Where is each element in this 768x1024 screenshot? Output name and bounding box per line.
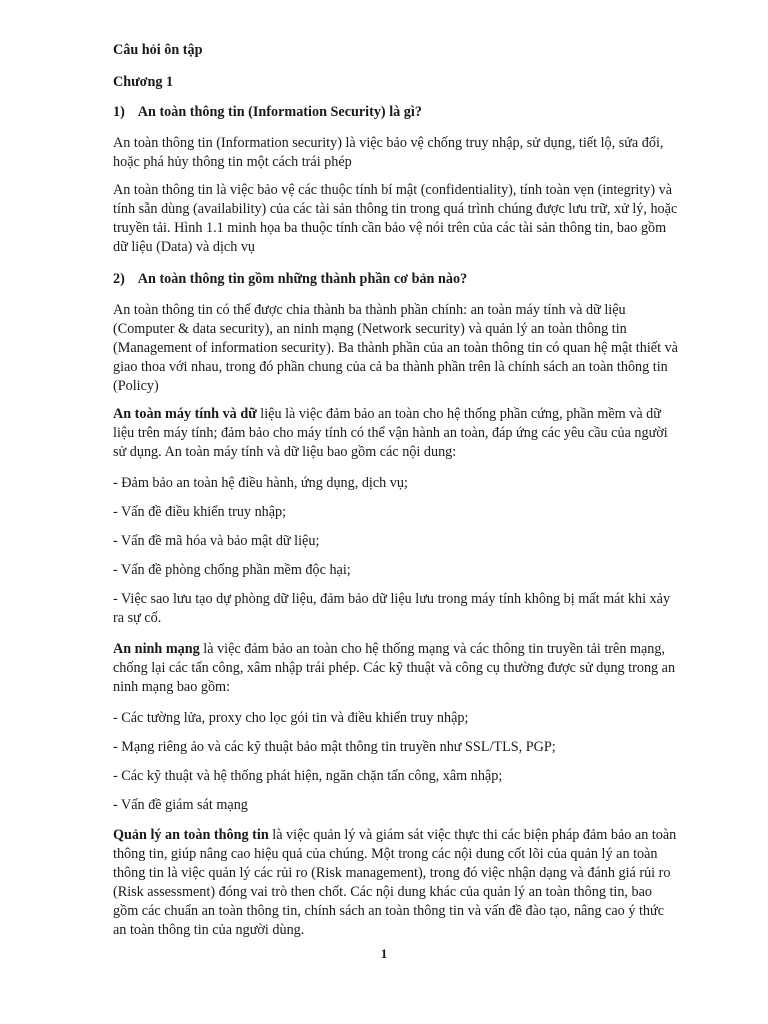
list-item: - Các kỹ thuật và hệ thống phát hiện, ngăn chặn tấn công, xâm nhập; xyxy=(113,768,503,784)
document-page xyxy=(113,40,678,949)
list-item: - Đảm bảo an toàn hệ điều hành, ứng dụng, dịch vụ; xyxy=(113,475,408,491)
management-paragraph xyxy=(113,826,678,940)
question-2-heading xyxy=(113,269,678,289)
page-number: 1 xyxy=(380,946,388,961)
question-2-paragraph-1: An toàn thông tin có thể được chia thành ba thành phần chính: an toàn máy tính và dữ liệu (Computer & data security), an ninh mạng (Network security) và quản lý an toàn thông tin (Management of information security). Ba thành phần của an toàn thông tin có quan hệ mật thiết và giao thoa với nhau, trong đó phần chung của cả ba thành phần trên là chính sách an toàn thông tin (Policy) xyxy=(113,302,678,394)
network-security-paragraph xyxy=(113,640,678,697)
management-term: Quản lý an toàn thông tin xyxy=(113,827,269,843)
list-item: - Vấn đề mã hóa và bảo mật dữ liệu; xyxy=(113,533,320,549)
network-security-text: là việc đảm bảo an toàn cho hệ thống mạng và các thông tin truyền tải trên mạng, chống lại các tấn công, xâm nhập trái phép. Các kỹ thuật và công cụ thường được sử dụng trong an ninh mạng bao gồm: xyxy=(113,641,676,695)
question-1-paragraph-2: An toàn thông tin là việc bảo vệ các thuộc tính bí mật (confidentiality), tính toàn vẹn (integrity) và tính sẵn dùng (availability) của các tài sản thông tin trong quá trình chúng được lưu trữ, xử lý, hoặc truyền tải. Hình 1.1 minh họa ba thuộc tính cần bảo vệ nói trên của các tài sản thông tin, bao gồm dữ liệu (Data) và dịch vụ xyxy=(113,182,678,255)
document-title: Câu hỏi ôn tập xyxy=(113,42,203,58)
question-1-heading xyxy=(113,102,678,122)
chapter-heading: Chương 1 xyxy=(113,74,174,90)
computer-security-paragraph xyxy=(113,405,678,462)
computer-security-term: An toàn máy tính và dữ xyxy=(113,406,257,422)
list-item: - Các tường lửa, proxy cho lọc gói tin và điều khiển truy nhập; xyxy=(113,710,469,726)
question-1-paragraph-1: An toàn thông tin (Information security) là việc bảo vệ chống truy nhập, sử dụng, tiết lộ, sửa đổi, hoặc phá hủy thông tin một cách trái phép xyxy=(113,135,664,170)
question-2-text: An toàn thông tin gồm những thành phần cơ bản nào? xyxy=(137,271,468,287)
list-item: - Vấn đề điều khiển truy nhập; xyxy=(113,504,287,520)
question-1-text: An toàn thông tin (Information Security) là gì? xyxy=(137,104,422,120)
question-2-number: 2) xyxy=(113,271,125,287)
list-item: - Việc sao lưu tạo dự phòng dữ liệu, đảm bảo dữ liệu lưu trong máy tính không bị mất mát khi xảy ra sự cố. xyxy=(113,591,671,626)
question-1-number: 1) xyxy=(113,104,125,120)
list-item: - Vấn đề giám sát mạng xyxy=(113,797,248,813)
management-text: là việc quản lý và giám sát việc thực thi các biện pháp đảm bảo an toàn thông tin, giúp nâng cao hiệu quả của chúng. Một trong các nội dung cốt lõi của quản lý an toàn thông tin là việc quản lý các rủi ro (Risk management), trong đó việc nhận dạng và đánh giá rủi ro (Risk assessment) đóng vai trò then chốt. Các nội dung khác của quản lý an toàn thông tin, bao gồm các chuẩn an toàn thông tin, chính sách an toàn thông tin và vấn đề đào tạo, nâng cao ý thức an toàn thông tin của người dùng. xyxy=(113,827,677,938)
network-security-term: An ninh mạng xyxy=(113,641,200,657)
computer-security-text: liệu là việc đảm bảo an toàn cho hệ thống phần cứng, phần mềm và dữ liệu trên máy tính; đảm bảo cho máy tính có thể vận hành an toàn, đáp ứng các yêu cầu của người sử dụng. An toàn máy tính và dữ liệu bao gồm các nội dung: xyxy=(113,406,668,460)
list-item: - Mạng riêng ảo và các kỹ thuật bảo mật thông tin truyền như SSL/TLS, PGP; xyxy=(113,739,556,755)
list-item: - Vấn đề phòng chống phần mềm độc hại; xyxy=(113,562,351,578)
